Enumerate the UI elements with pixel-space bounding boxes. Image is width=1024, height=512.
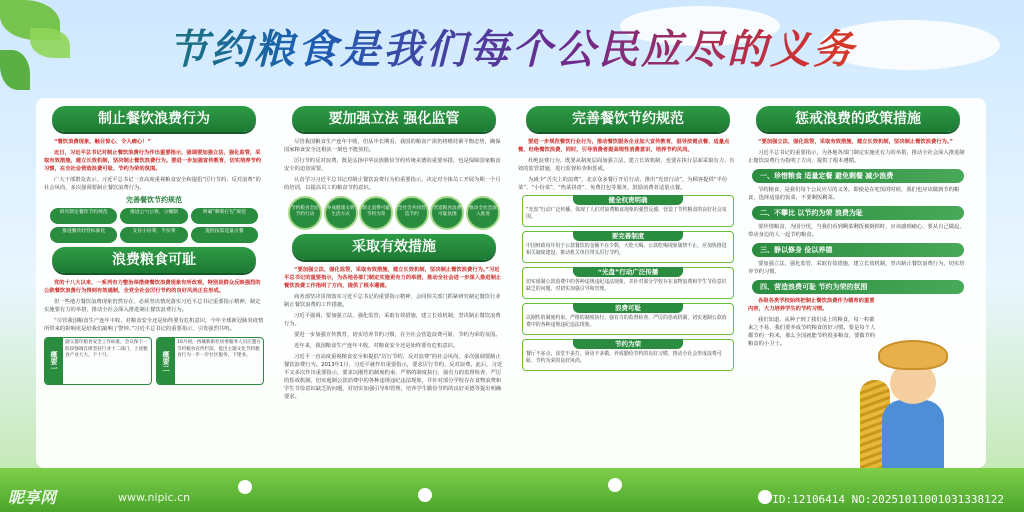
summary-box [44, 337, 152, 385]
watermark-id: ID:12106414 NO:20251011001031338122 [772, 493, 1004, 506]
flower-icon [610, 480, 620, 490]
paragraph: 厉行节约反对浪费，既是弘扬中华民族勤俭节约传统美德的重要举措，也是保障国家粮食安全的迫切需要。 [284, 158, 501, 172]
info-box [522, 339, 734, 371]
tip-item: 研究制定餐饮节约规范 [50, 208, 117, 224]
flower-icon [420, 490, 430, 500]
summary-row [44, 337, 264, 385]
box-title: 节约为荣 [573, 339, 683, 349]
circle-badge: 营造粮食浪费可耻氛围 [430, 196, 464, 230]
paragraph: 近日，习近平总书记对制止餐饮浪费行为作出重要指示，强调要加强立法，强化监管，采取有效措施，建立长效机制，坚决制止餐饮浪费行为。要进一步加强宣传教育，切实培养节约习惯，在全社会营造浪费可耻、节约为荣的氛围。 [44, 150, 262, 172]
box-title: 要完善制度 [573, 231, 683, 241]
watermark-brand: 昵享网 [8, 488, 57, 507]
paragraph: 商务部坚决贯彻落实习近平总书记的重要指示精神，会同相关部门抓紧研究制定餐饮行业制止餐饮浪费的工作措施。 [284, 294, 501, 308]
paragraph: 要进一步规范餐饮行业行为，推动餐饮服务企业加大宣传教育，倡导按需点餐、适量点餐，杜绝餐饮浪费，同时，引导消费者提高理性消费意识，培养节约风尚。 [518, 139, 730, 153]
paragraph: 党的十八大以来，一系列有力整治举措使餐饮浪费现象有所改观，特别是群众反映强烈的公款餐饮浪费行为得到有效遏制，全党全社会厉行节约的良好风尚正在形成。 [44, 280, 261, 294]
paragraph: “餐饮浪费现象，触目惊心、令人痛心！” [54, 139, 152, 145]
flower-icon [240, 482, 250, 492]
policy-bar: 一、珍惜粮食 适量定餐 避免剩餐 减少浪费 [752, 169, 964, 183]
paragraph: 习近平强调，要加强立法，强化监管，采取有效措施，建立长效机制，坚决制止餐饮浪费行为。 [284, 313, 501, 327]
paragraph: 为减少“舌尖上的浪费”，北京众多餐厅开启行动，推出“光盘行动”，为顾客提供“半份菜”、“小份菜”、“热菜拼盘”、免费打包等服务，鼓励消费者适量点餐。 [518, 177, 728, 191]
paragraph: 杜绝浪费行为，既要从制度层面加强立法，建立长效机制，也要在执行层面采取有力、有效的监管措施，进行监督检查和惩戒。 [518, 158, 735, 172]
circle-badge: 节约粮食全民节约行动 [288, 196, 322, 230]
paragraph: “要加强立法，强化监管，采取有效措施，建立长效机制，坚决制止餐饮浪费行为。” [758, 139, 954, 145]
heading-catering-norms: 完善餐饮节约规范 [526, 106, 730, 132]
summary-text: 副义都年粮食安全工作标准，会议保下一阶段强调自律坚持行业十二部门，上述粮食产业大大，下十月。 [65, 340, 148, 358]
paragraph: 广大干部群众表示，习近平总书记一直高度重视粮食安全和提倡“厉行节约、反对浪费”的社会风尚，多次强调要制止餐饮浪费行为。 [44, 177, 261, 191]
circle-badges [288, 196, 500, 230]
paragraph: 尽管我国粮食生产连年丰收，但从中长期看，我国的粮食产需仍将维持紧平衡态势，确保国家粮食安全这根弦一刻也不能放松。 [284, 139, 501, 153]
circle-badge: 推动全社会深入推进 [466, 196, 500, 230]
box-title: 健全权责明确 [573, 195, 683, 205]
column-1 [44, 106, 264, 462]
summary-tag: 概要二 [157, 338, 175, 384]
column-2 [284, 106, 504, 462]
paragraph: “要加强立法，强化监管，采取有效措施，建立长效机制，坚决制止餐饮浪费行为。”习近平总书记的重要指示，为各地各部门制定实施更有力的举措，推动全社会进一步深入推进制止餐饮浪费工作指明了方向，提供了根本遵循。 [284, 267, 502, 289]
paragraph: “尽管我国粮食生产连年丰收，对粮食安全还是始终要有危机意识，今年全球新冠肺炎疫情所带来的影响更是给我们敲响了警钟。”习近平总书记的重要指示，引发强烈共鸣。 [44, 318, 264, 332]
tip-item: 推进餐饮经营标准化 [50, 227, 117, 243]
tip-item: 提倡按需适量点餐 [191, 227, 258, 243]
box-text: 切实遏制公款消费中的各种违规违纪违法现象，并针对部分学校存在食物浪费和学生节俭意识缺乏的问题，对切实加强引导和管理。 [526, 279, 727, 292]
flower-icon [760, 492, 770, 502]
summary-text: 10月初，西城新街社居委服务人员应邀在节约粮食宣传栏前，提出主题文化节约粮食行为一步一步社区服务，下建业。 [177, 340, 261, 358]
paragraph: 各级各类学校始终把制止餐饮浪费作为德育的重要内容，大力培养学生的节约习惯。 [748, 298, 875, 312]
paragraph: 要加强立法，强化监管，采取有效措施，建立长效机制，坚决制止餐饮浪费行为，切实培养节约习惯。 [748, 261, 965, 275]
circle-badge: 全社会共同营造节约 [395, 196, 429, 230]
sub-title: 完善餐饮节约规范 [126, 196, 182, 204]
box-text: 餐厅不多点，食堂不多打，厨房不多做，养成勤俭节约的良好习惯，推动全社会形成浪费可耻、节约为荣的良好风尚。 [526, 351, 722, 364]
paragraph: 习近平总书记的重要指示，为各地各部门制定实施更有力的举措，推动全社会深入推进制止餐饮浪费行为指明了方向、提供了根本遵循。 [748, 150, 965, 164]
summary-tag: 概要一 [45, 338, 63, 384]
tip-item: 推进公勺公筷、分餐制 [120, 208, 187, 224]
straw-hat-icon [878, 340, 948, 370]
summary-box [156, 337, 264, 385]
paragraph: 要珍惜粮食，为国分忧，当我们看到剩菜剩饭被倒掉时，应该感到痛心，要从自己做起，带动身边的人一起节约粮食。 [748, 224, 965, 238]
info-box [522, 195, 734, 227]
info-box [522, 267, 734, 299]
circle-badge: 制止浪费可耻节约为荣 [359, 196, 393, 230]
box-text: “光盘”行动广泛传播，体现了人们对浪费粮食现象的强烈反感，营造了节约粮食的良好社会氛围。 [526, 207, 727, 220]
heading-legislation: 要加强立法 强化监管 [292, 106, 496, 132]
paragraph: 近年来，我国粮食生产连年丰收，对粮食安全还是始终要有危机意识。 [294, 343, 459, 349]
heading-waste-shameful: 浪费粮食可耻 [52, 247, 256, 273]
box-title: 浪费可耻 [573, 303, 683, 313]
heading-stop-waste: 制止餐饮浪费行为 [52, 106, 256, 132]
heading-measures: 采取有效措施 [292, 234, 496, 260]
policy-bar: 二、不攀比 以节约为荣 浪费为耻 [752, 206, 964, 220]
watermark-url: www.nipic.cn [118, 491, 191, 504]
column-3 [518, 106, 738, 462]
paragraph: 但一些地方餐饮浪费现象仍然存在，必须坚决情况落实习近平总书记重要指示精神，制定实施要有力的举措，推动全社会深入推进制止餐饮浪费行为。 [44, 299, 261, 313]
tip-item: 支持小份菜、半份菜 [120, 227, 187, 243]
info-box [522, 231, 734, 263]
box-text: 以刚性的制度约束、严格的制度执行、强有力的监督检查、严厉的惩戒机制，切实遏制公款消费中的各种违规违纪违法现象。 [526, 315, 727, 328]
page-title: 节约粮食是我们每个公民应尽的义务 [0, 18, 1024, 75]
tips-grid [50, 208, 258, 243]
paragraph: 要进一步加强宣传教育，切实培养节约习惯，在全社会营造浪费可耻、节约为荣的氛围。 [294, 332, 501, 338]
paragraph: 习近平一直高度重视粮食安全和提倡“厉行节约、反对浪费”的社会风尚，多次强调要制止餐饮浪费行为。2013年1月，习近平就作出重要指示，要求厉行节约、反对浪费。此后，习近平又多次作出重要指示，要求以刚性的制度约束、严格的制度执行、强有力的监督检查、严厉的惩戒机制，切实遏制公款消费中的各种违规违纪违法现象，并针对部分学校存在食物浪费和学生节俭意识缺乏的问题，对切实加强引导和管理，培养学生勤俭节约的良好美德等提出明确要求。 [284, 354, 503, 400]
policy-bar: 四、营造浪费可耻 节约为荣的氛围 [752, 280, 964, 294]
tip-item: 明确“剩菜打包”规范 [191, 208, 258, 224]
info-box [522, 303, 734, 335]
paragraph: 节约粮食，是我们每个公民应尽的义务。即使是在吃饭的时候，我们也应该做到节约粮食，选择适量的饭菜，不要剩饭剩菜。 [748, 187, 960, 201]
paragraph: 我们知道，从种子到了我们桌上的粮食，每一粒都来之不易，我们要养成节约粮食的好习惯。要是每个人都节约一粒米，那么全国就能节约很多粮食，要做节约粮食的小卫士。 [748, 317, 876, 347]
paragraph: 认真学习习近平总书记对制止餐饮浪费行为的重要指示，决定对全体员工开展为期一个月的培训，以提高员工的粮食节约意识。 [284, 177, 501, 191]
circle-badge: 养成健康文明生活方式 [324, 196, 358, 230]
box-title: “光盘”行动广泛传播 [573, 267, 683, 277]
policy-bar: 三、静以修身 俭以养德 [752, 243, 964, 257]
box-text: 中国财政每年用于公款餐饮的金额不在少数，大吃大喝、公款吃喝现象屡禁不止，应加快推进相关制度建设，推动机关单位带头厉行节约。 [526, 243, 727, 256]
content-board [36, 98, 986, 468]
heading-penalty-policy: 惩戒浪费的政策措施 [756, 106, 960, 132]
